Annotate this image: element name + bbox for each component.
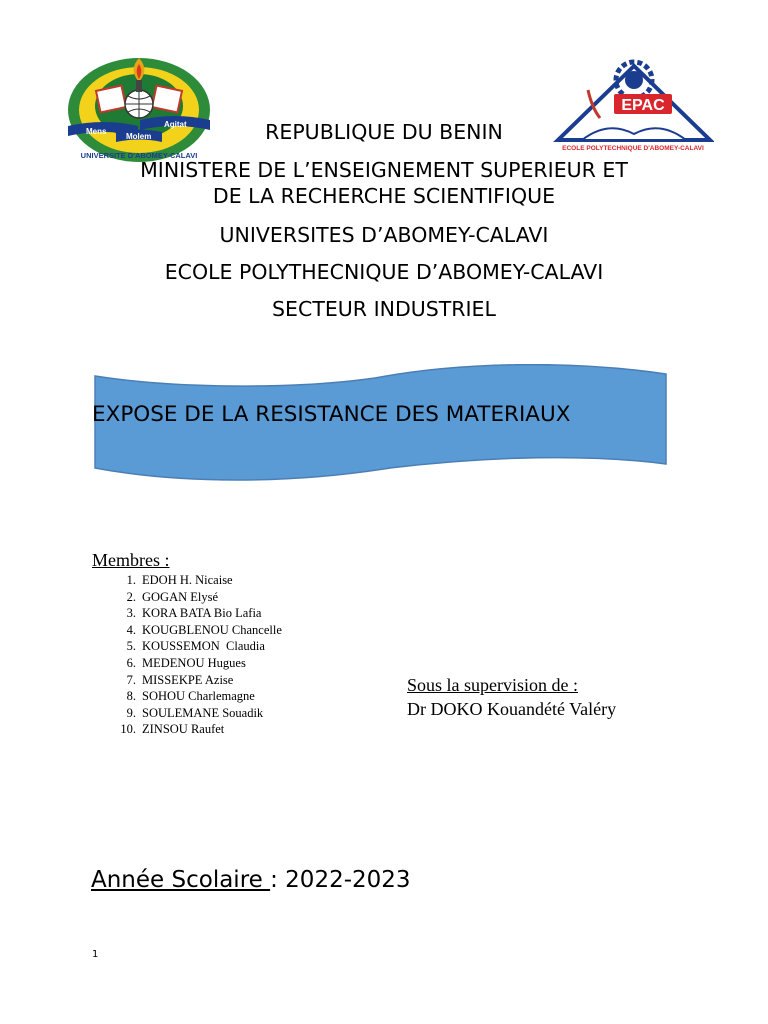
logo-right-text: EPAC	[621, 97, 665, 114]
academic-year-separator: :	[270, 867, 286, 893]
list-item-number: 3.	[126, 606, 136, 621]
header-sector: SECTEUR INDUSTRIEL	[272, 297, 496, 321]
list-item	[108, 705, 282, 722]
list-item-number: 8.	[126, 689, 136, 704]
list-item-name: KOUGBLENOU Chancelle	[142, 622, 282, 637]
logo-left-ribbon3: Molem	[126, 132, 152, 141]
logo-left-text: UNIVERSITE D'ABOMEY-CALAVI	[80, 151, 198, 160]
list-item-number: 9.	[126, 705, 136, 720]
members-heading: Membres :	[92, 550, 170, 570]
academic-year-value: 2022-2023	[285, 867, 411, 893]
list-item	[108, 721, 282, 738]
list-item-name: KOUSSEMON Claudia	[142, 639, 265, 654]
list-item-name: MEDENOU Hugues	[142, 655, 246, 670]
logo-left-ribbon1: Mens	[86, 127, 107, 136]
list-item	[108, 605, 282, 622]
list-item-number: 6.	[126, 655, 136, 670]
list-item	[108, 572, 282, 589]
list-item	[108, 589, 282, 606]
list-item-name: EDOH H. Nicaise	[142, 573, 233, 587]
university-abomey-calavi-logo	[64, 52, 214, 170]
list-item	[108, 688, 282, 705]
list-item-name: ZINSOU Raufet	[142, 722, 225, 737]
list-item	[108, 672, 282, 689]
list-item-name: KORA BATA Bio Lafia	[142, 606, 262, 621]
header-ministry-line1: MINISTERE DE L’ENSEIGNEMENT SUPERIEUR ET	[140, 158, 628, 182]
list-item-name: SOULEMANE Souadik	[142, 705, 264, 720]
list-item-name: SOHOU Charlemagne	[142, 689, 255, 704]
list-item-number: 10.	[120, 722, 136, 737]
header-school: ECOLE POLYTHECNIQUE D’ABOMEY-CALAVI	[164, 260, 604, 284]
academic-year	[91, 866, 411, 894]
page-number: 1	[92, 949, 99, 960]
header-ministry-line2: DE LA RECHERCHE SCIENTIFIQUE	[212, 184, 556, 208]
list-item-name: GOGAN Elysé	[142, 589, 219, 604]
logo-left-ribbon2: Agitat	[164, 120, 187, 129]
academic-year-label: Année Scolaire	[91, 867, 271, 893]
header-republic: REPUBLIQUE DU BENIN	[265, 120, 503, 144]
list-item	[108, 638, 282, 655]
members-list	[108, 572, 282, 738]
list-item-number: 2.	[126, 589, 136, 604]
list-item-number: 4.	[126, 622, 136, 637]
document-title: EXPOSE DE LA RESISTANCE DES MATERIAUX	[92, 402, 571, 427]
list-item-number: 1.	[126, 573, 136, 587]
supervisor-name: Dr DOKO Kouandété Valéry	[407, 699, 617, 719]
list-item	[108, 622, 282, 639]
list-item-number: 5.	[126, 639, 136, 654]
supervision-label: Sous la supervision de :	[407, 675, 578, 695]
list-item-name: MISSEKPE Azise	[142, 672, 234, 687]
logo-right-caption: ECOLE POLYTECHNIQUE D'ABOMEY-CALAVI	[562, 145, 704, 152]
header-university: UNIVERSITES D’ABOMEY-CALAVI	[219, 223, 549, 247]
list-item-number: 7.	[126, 672, 136, 687]
list-item	[108, 655, 282, 672]
